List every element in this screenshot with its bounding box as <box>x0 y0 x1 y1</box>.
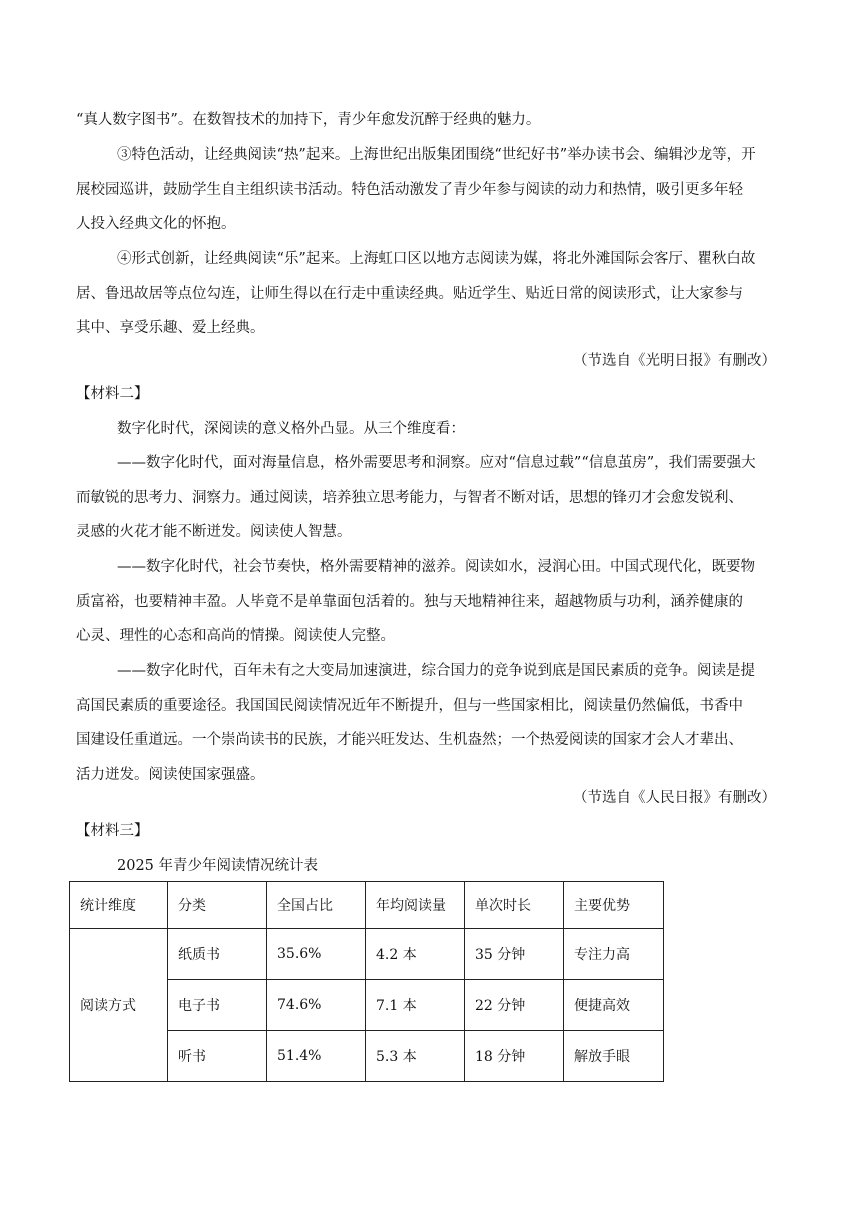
table-cell: 7.1 本 <box>366 980 465 1031</box>
reading-stats-table <box>69 881 664 1082</box>
table-caption: 2025 年青少年阅读情况统计表 <box>117 858 319 874</box>
paragraph-line: 心灵、理性的心态和高尚的情操。阅读使人完整。 <box>76 628 395 644</box>
table-cell: 解放手眼 <box>564 1031 664 1082</box>
header-cell: 年均阅读量 <box>366 882 465 929</box>
table-cell: 5.3 本 <box>366 1031 465 1082</box>
paragraph-line: 数字化时代，深阅读的意义格外凸显。从三个维度看： <box>117 421 465 437</box>
paragraph-line: 质富裕，也要精神丰盈。人毕竟不是单靠面包活着的。独与天地精神往来，超越物质与功利，涵养健康的 <box>76 594 743 610</box>
paragraph-line: ——数字化时代，面对海量信息，格外需要思考和洞察。应对“信息过载”“信息茧房”，我们需要强大 <box>117 455 756 471</box>
table-cell: 4.2 本 <box>366 929 465 980</box>
paragraph-line: “真人数字图书”。在数智技术的加持下，青少年愈发沉醉于经典的魅力。 <box>76 112 541 128</box>
header-cell: 主要优势 <box>564 882 664 929</box>
paragraph-line: 居、鲁迅故居等点位勾连，让师生得以在行走中重读经典。贴近学生、贴近日常的阅读形式，让大家参与 <box>76 286 743 302</box>
table-cell: 电子书 <box>168 980 267 1031</box>
table-cell: 便捷高效 <box>564 980 664 1031</box>
section-heading: 【材料二】 <box>76 386 149 402</box>
paragraph-line: ④形式创新，让经典阅读“乐”起来。上海虹口区以地方志阅读为媒，将北外滩国际会客厅、瞿秋白故 <box>117 251 756 267</box>
paragraph-line: 其中、享受乐趣、爱上经典。 <box>76 320 265 336</box>
paragraph-line: 国建设任重道远。一个崇尚读书的民族，才能兴旺发达、生机盎然；一个热爱阅读的国家才会人才辈出、 <box>76 732 743 748</box>
table-cell: 纸质书 <box>168 929 267 980</box>
table-cell: 18 分钟 <box>465 1031 564 1082</box>
paragraph-line: 而敏锐的思考力、洞察力。通过阅读，培养独立思考能力，与智者不断对话，思想的锋刃才会愈发锐利、 <box>76 490 743 506</box>
header-cell: 单次时长 <box>465 882 564 929</box>
table-row <box>70 929 664 980</box>
paragraph-line: 人投入经典文化的怀抱。 <box>76 216 236 232</box>
paragraph-line: 活力迸发。阅读使国家强盛。 <box>76 767 265 783</box>
paragraph-line: 高国民素质的重要途径。我国国民阅读情况近年不断提升，但与一些国家相比，阅读量仍然偏低，书香中 <box>76 698 743 714</box>
paragraph-line: 灵感的火花才能不断迸发。阅读使人智慧。 <box>76 524 352 540</box>
group-cell: 阅读方式 <box>70 929 168 1082</box>
paragraph-line: ③特色活动，让经典阅读“热”起来。上海世纪出版集团围绕“世纪好书”举办读书会、编辑沙龙等，开 <box>117 147 756 163</box>
table-cell: 专注力高 <box>564 929 664 980</box>
header-cell: 统计维度 <box>70 882 168 929</box>
table-header-row <box>70 882 664 929</box>
source-citation: （节选自《光明日报》有删改） <box>573 353 776 369</box>
table-cell: 22 分钟 <box>465 980 564 1031</box>
paragraph-line: ——数字化时代，百年未有之大变局加速演进，综合国力的竞争说到底是国民素质的竞争。阅读是提 <box>117 663 755 679</box>
header-cell: 全国占比 <box>267 882 366 929</box>
table-cell: 35.6% <box>267 929 366 980</box>
section-heading: 【材料三】 <box>76 823 149 839</box>
paragraph-line: ——数字化时代，社会节奏快，格外需要精神的滋养。阅读如水，浸润心田。中国式现代化，既要物 <box>117 559 755 575</box>
table-cell: 74.6% <box>267 980 366 1031</box>
table-cell: 35 分钟 <box>465 929 564 980</box>
table-cell: 51.4% <box>267 1031 366 1082</box>
paragraph-line: 展校园巡讲，鼓励学生自主组织读书活动。特色活动激发了青少年参与阅读的动力和热情，吸引更多年轻 <box>76 182 743 198</box>
table-cell: 听书 <box>168 1031 267 1082</box>
source-citation: （节选自《人民日报》有删改） <box>573 790 776 806</box>
header-cell: 分类 <box>168 882 267 929</box>
